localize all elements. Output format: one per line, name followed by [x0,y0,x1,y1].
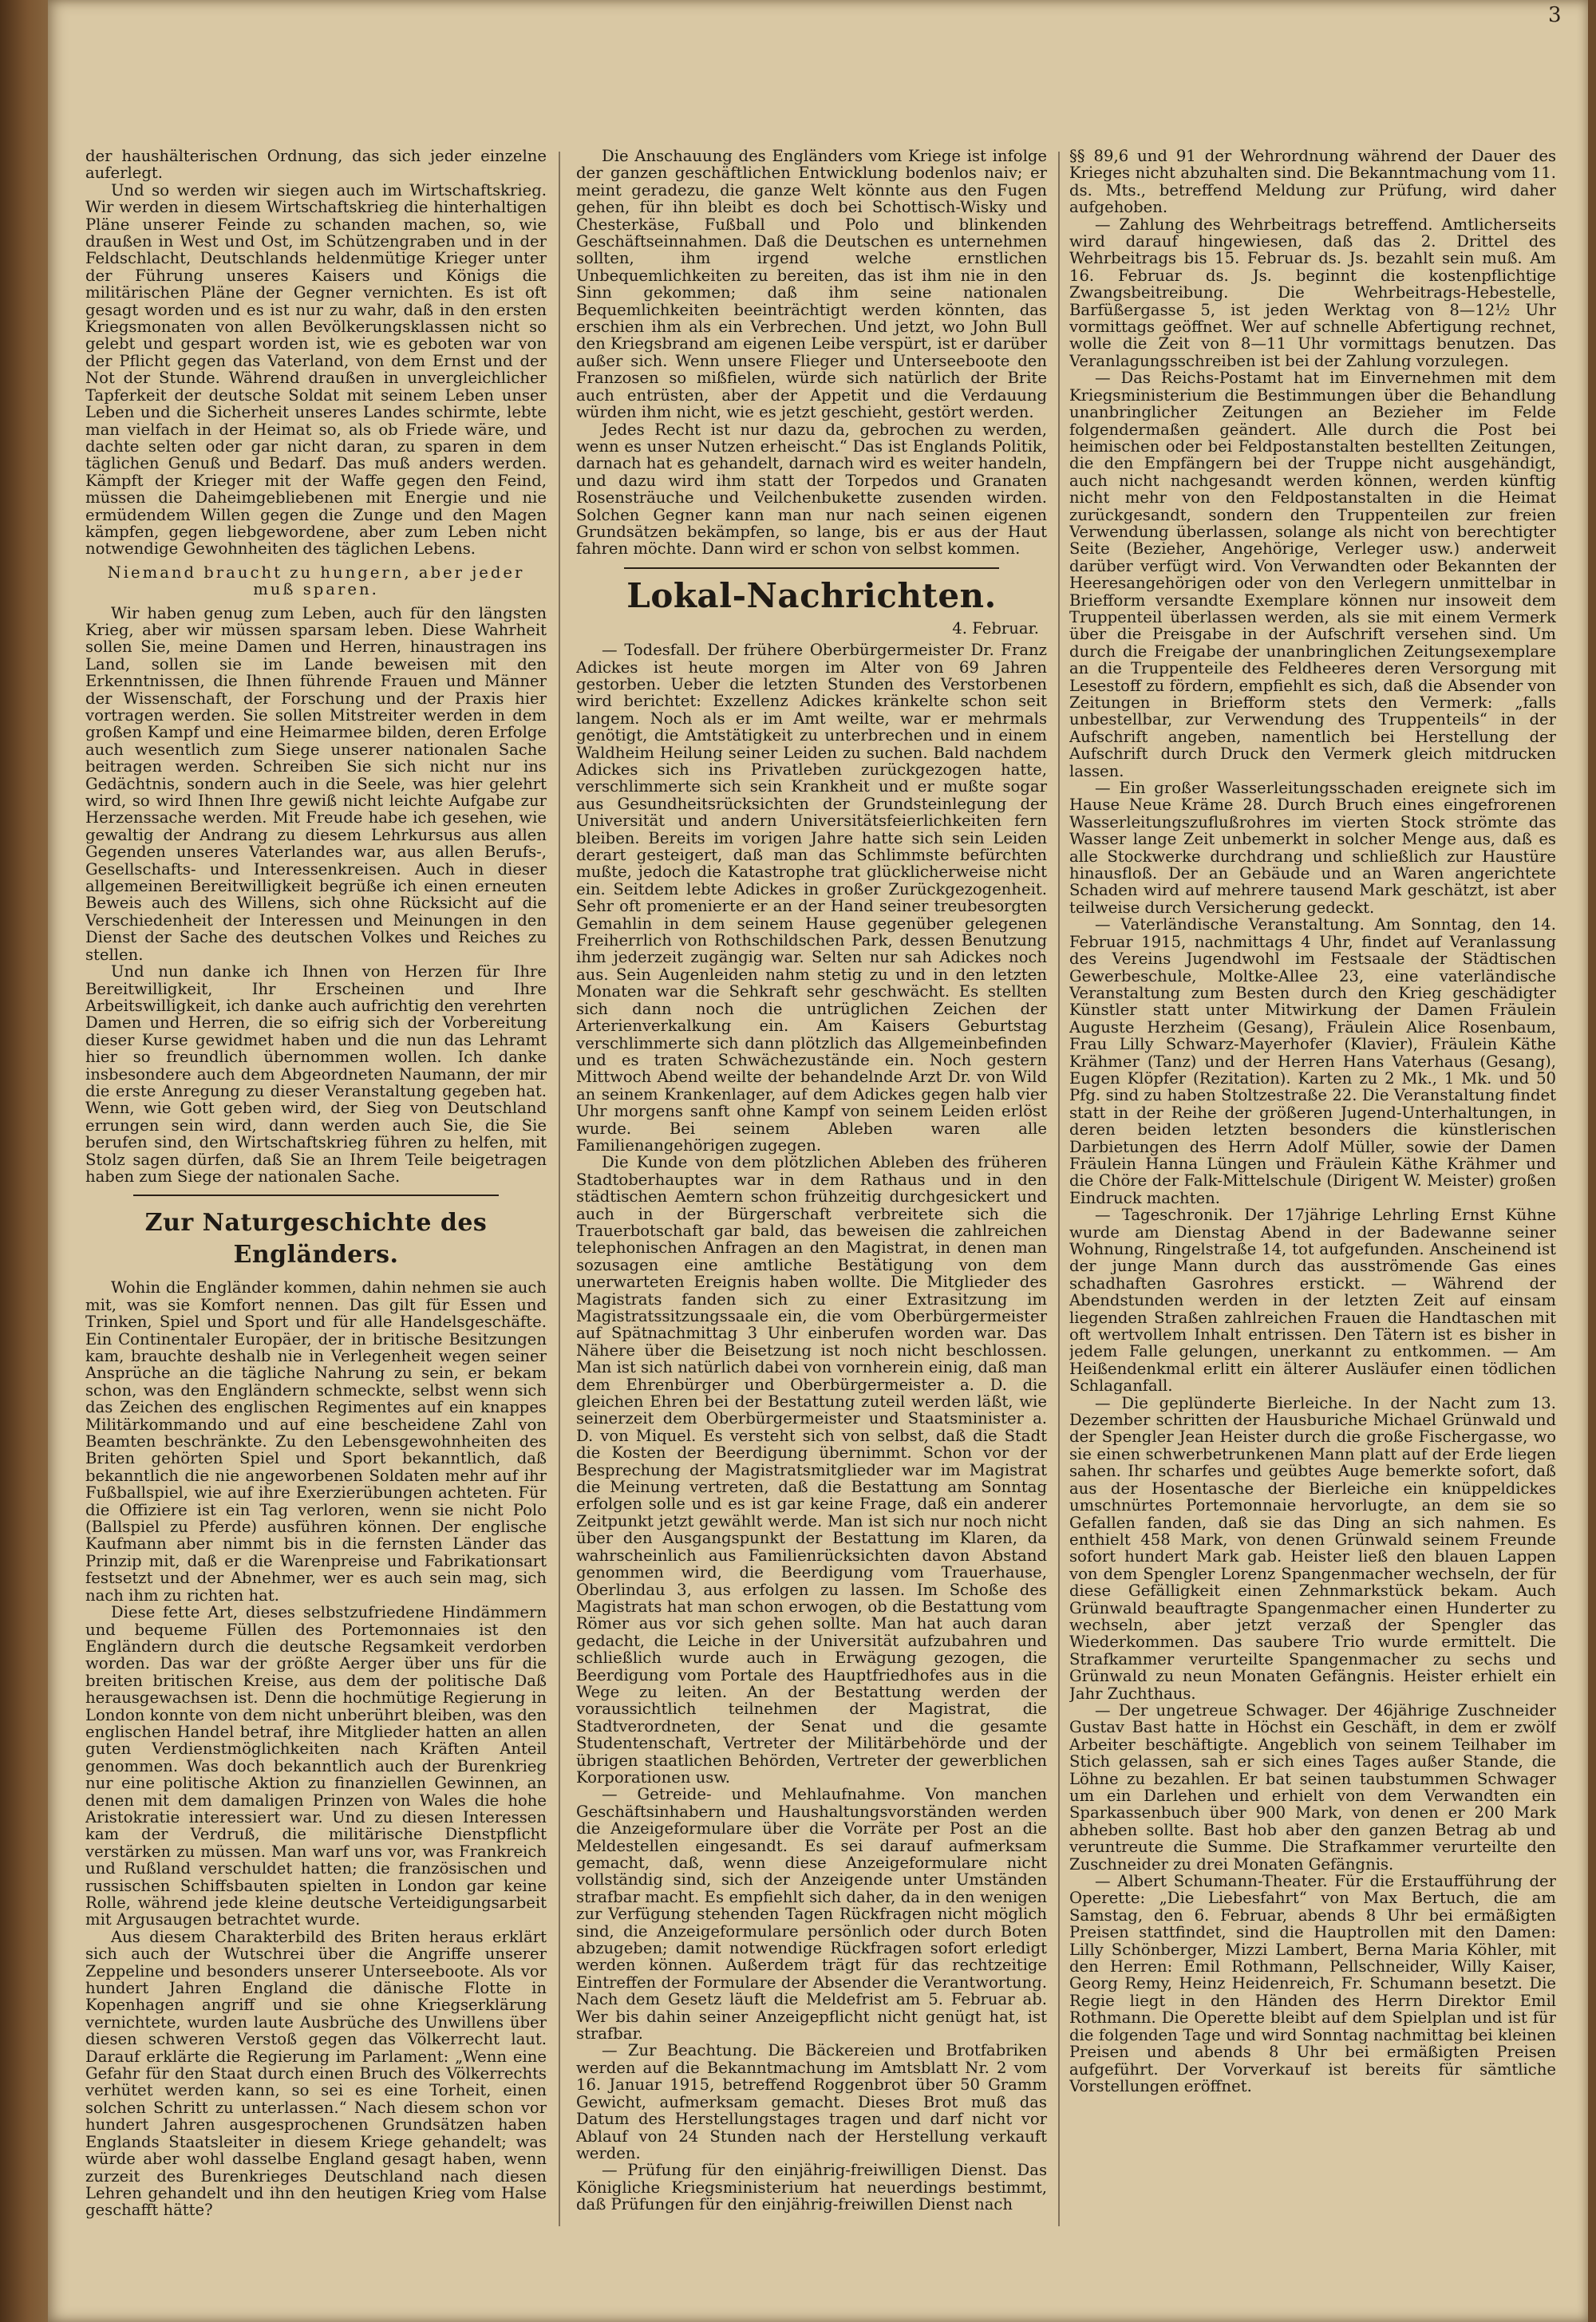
article-paragraph: — Ein großer Wasserleitungsschaden ereignete sich im Hause Neue Kräme 28. Durch Bruch eines eingefrorenen Wasserleitungszuflußrohres im vierten Stock strömte das Wasser lange Zeit unbemerkt in solcher Menge aus, daß es alle Stockwerke durchdrang und schließlich zur Haustüre hinausfloß. Der an Gebäude und an Waren angerichtete Schaden wird auf mehrere tausend Mark geschätzt, ist aber teilweise durch Versicherung gedeckt. [1069,779,1556,917]
article-paragraph: Aus diesem Charakterbild des Briten heraus erklärt sich auch der Wutschrei über die Angriffe unserer Zeppeline und besonders unserer Unterseeboote. Als vor hundert Jahren England die dänische Flotte in Kopenhagen angriff und sie ohne Kriegserklärung vernichtete, wurden laute Ausbrüche des Unwillens über diesen schweren Verstoß gegen das Völkerrecht laut. Darauf erklärte die Regierung im Parlament: „Wenn eine Gefahr für den Staat durch einen Bruch des Völkerrechts verhütet werden kann, so sei es eine Torheit, einen solchen Schritt zu unterlassen.“ Nach diesem schon vor hundert Jahren ausgesprochenen Grundsätzen haben Englands Staatsleiter in diesem Kriege gehandelt; was würde aber wohl dasselbe England gesagt haben, wenn zurzeit des Burenkrieges Deutschland nach diesen Lehren gehandelt und ihn den heutigen Krieg vom Halse geschafft hätte? [85,1927,547,2220]
article-paragraph: der haushälterischen Ordnung, das sich jeder einzelne auferlegt. [85,148,547,183]
article-paragraph: — Prüfung für den einjährig-freiwilligen Dienst. Das Königliche Kriegsministerium hat neuerdings bestimmt, daß Prüfungen für den einjährig-freiwillen Dienst nach [576,2161,1047,2214]
column-divider [1058,152,1060,2226]
page-number: 3 [1548,3,1562,27]
article-paragraph: — Todesfall. Der frühere Oberbürgermeister Dr. Franz Adickes ist heute morgen im Alter von 69 Jahren gestorben. Ueber die letzten Stunden des Verstorbenen wird berichtet: Exzellenz Adickes kränkelte schon seit langem. Noch als er im Amt weilte, war er mehrmals genötigt, die Amtstätigkeit zu unterbrechen und in einem Waldheim Heilung seiner Leiden zu suchen. Bald nachdem Adickes sich ins Privatleben zurückgezogen hatte, verschlimmerte sich sein Krankheit und er mußte sogar aus Gesundheitsrücksichten der Grundsteinlegung der Universität und andern Universitätsfeierlichkeiten fern bleiben. Bereits im vorigen Jahre hatte sich sein Leiden derart gesteigert, daß man das Schlimmste befürchten mußte, jedoch die Katastrophe trat glücklicherweise nicht ein. Seitdem lebte Adickes in großer Zurückgezogenheit. Sehr oft promenierte er an der Hand seiner treubesorgten Gemahlin in dem seinem Hause gegenüber gelegenen Freiherrlich von Rothschildschen Park, dessen Benutzung ihm jederzeit zugängig war. Selten nur sah Adickes noch aus. Sein Augenleiden nahm stetig zu und in den letzten Monaten war die Sehkraft sehr geschwächt. Es stellten sich dann noch die untrüglichen Zeichen der Arterienverkalkung ein. Am Kaisers Geburtstag verschlimmerte sich dann plötzlich das Allgemeinbefinden und es traten Schwächezustände ein. Noch gestern Mittwoch Abend weilte der behandelnde Arzt Dr. von Wild an seinem Krankenlager, auf dem Adickes gegen halb vier Uhr morgens sanft ohne Kampf von seinem Leiden erlöst wurde. Bei seinem Ableben waren alle Familienangehörigen zugegen. [576,641,1047,1155]
article-paragraph: — Getreide- und Mehlaufnahme. Von manchen Geschäftsinhabern und Haushaltungsvorständen werden die Anzeigeformulare über die Vorräte per Post an die Meldestellen eingesandt. Es sei darauf aufmerksam gemacht, daß, wenn diese Anzeigeformulare nicht vollständig sind, sich der Anzeigende unter Umständen strafbar macht. Es empfiehlt sich daher, da in den wenigen zur Verfügung stehenden Tagen Rückfragen nicht möglich sind, die Anzeigeformulare persönlich oder durch Boten abzugeben; damit notwendige Rückfragen sofort erledigt werden können. Außerdem trägt für das rechtzeitige Eintreffen der Formulare der Absender die Verantwortung. Nach dem Gesetz läuft die Meldefrist am 5. Februar ab. Wer bis dahin seiner Anzeigepflicht nicht genügt hat, ist strafbar. [576,1785,1047,2044]
article-paragraph: Die Kunde von dem plötzlichen Ableben des früheren Stadtoberhauptes war in dem Rathaus und in den städtischen Aemtern schon frühzeitig durchgesickert und auch in der Bürgerschaft verbreitete sich die Trauerbotschaft gar bald, das beweisen die zahlreichen telephonischen Anfragen an den Magistrat, in denen man sozusagen eine amtliche Bestätigung von dem unerwarteten Ereignis haben wollte. Die Mitglieder des Magistrats fanden sich zu einer Extrasitzung im Magistratssitzungssaale ein, die vom Oberbürgermeister auf Spätnachmittag 3 Uhr einberufen worden war. Das Nähere über die Beisetzung ist noch nicht beschlossen. Man ist sich natürlich dabei von vornherein einig, daß man dem Ehrenbürger und Oberbürgermeister a. D. die gleichen Ehren bei der Bestattung zuteil werden läßt, wie seinerzeit dem Oberbürgermeister und Staatsminister a. D. von Miquel. Es versteht sich von selbst, daß die Stadt die Kosten der Beerdigung übernimmt. Schon vor der Besprechung der Magistratsmitglieder war im Magistrat die Meinung vertreten, daß die Bestattung am Sonntag erfolgen solle und es ist gar keine Frage, daß ein anderer Zeitpunkt jetzt gewählt werde. Man ist sich nur noch nicht über den Ausgangspunkt der Bestattung im Klaren, da wahrscheinlich aus Familienrücksichten davon Abstand genommen wird, die Beerdigung vom Trauerhause, Oberlindau 3, aus erfolgen zu lassen. Im Schoße des Magistrats hat man schon erwogen, ob die Bestattung vom Römer aus vor sich gehen sollte. Man hat auch daran gedacht, die Leiche in der Universität aufzubahren und schließlich wurde auch in Erwägung gezogen, die Beerdigung vom Portale des Hauptfriedhofes aus in die Wege zu leiten. An der Bestattung werden der voraussichtlich teilnehmen der Magistrat, die Stadtverordneten, der Senat und die gesamte Studentenschaft, Vertreter der Militärbehörde und der übrigen staatlichen Behörden, Vertreter der gewerblichen Korporationen usw. [576,1153,1047,1787]
article-paragraph: — Der ungetreue Schwager. Der 46jährige Zuschneider Gustav Bast hatte in Höchst ein Geschäft, in dem er zwölf Arbeiter beschäftigte. Angeblich von seinem Teilhaber im Stich gelassen, sah er sich eines Tages außer Stande, die Löhne zu bezahlen. Er bat seinen taubstummen Schwager um ein Darlehen und erhielt von dem Verwandten ein Sparkassenbuch über 900 Mark, von denen er 200 Mark abheben sollte. Bast hob aber den ganzen Betrag ab und veruntreute die Summe. Die Strafkammer verurteilte den Zuschneider zu drei Monaten Gefängnis. [1069,1700,1556,1874]
article-heading: Zur Naturgeschichte des Engländers. [144,1209,488,1270]
newspaper-page [48,0,1588,2322]
article-paragraph: — Albert Schumann-Theater. Für die Erstaufführung der Operette: „Die Liebesfahrt“ von Max Bertuch, die am Samstag, den 6. Februar, abends 8 Uhr bei ermäßigten Preisen stattfindet, sind die Hauptrollen mit den Damen: Lilly Schönberger, Mizzi Lambert, Berna Maria Köhler, mit den Herren: Emil Rothmann, Pellschneider, Willy Kaiser, Georg Remy, Heinz Heidenreich, Fr. Schumann besetzt. Die Regie liegt in den Händen des Herrn Direktor Emil Rothmann. Die Operette bleibt auf dem Spielplan und ist für die folgenden Tage und wird Sonntag nachmittag bei kleinen Preisen und abends 8 Uhr bei ermäßigten Preisen aufgeführt. Der Vorverkauf ist bereits für sämtliche Vorstellungen eröffnet. [1069,1872,1556,2095]
article-paragraph: — Vaterländische Veranstaltung. Am Sonntag, den 14. Februar 1915, nachmittags 4 Uhr, findet auf Veranlassung des Vereins Jugendwohl im Festsaale der Städtischen Gewerbeschule, Moltke-Allee 23, eine vaterländische Veranstaltung zum Besten durch den Krieg geschädigter Künstler statt unter Mitwirkung der Damen Fräulein Auguste Herzheim (Gesang), Fräulein Alice Rosenbaum, Frau Lilly Schwarz-Mayerhofer (Klavier), Fräulein Käthe Krähmer (Tanz) und der Herren Hans Vaterhaus (Gesang), Eugen Klöpfer (Rezitation). Karten zu 2 Mk., 1 Mk. und 50 Pfg. sind zu haben Stoltzestraße 22. Die Veranstaltung findet statt in der Reihe der größeren Jugend-Unterhaltungen, in deren beiden letzten besonders die künstlerischen Darbietungen des Herrn Adolf Müller, sowie der Damen Fräulein Hanna Lüngen und Fräulein Käthe Krähmer und die Chöre der Falk-Mittelschule (Dirigent W. Meister) großen Eindruck machten. [1069,915,1556,1207]
article-paragraph: Wohin die Engländer kommen, dahin nehmen sie auch mit, was sie Komfort nennen. Das gilt für Essen und Trinken, Spiel und Sport und für alle Handelsgeschäfte. Ein Continentaler Europäer, der in britische Besitzungen kam, brauchte deshalb nie in Verlegenheit wegen seiner Ansprüche an die tägliche Nahrung zu sein, er bekam schon, was den Engländern schmeckte, selbst wenn sich das Zeichen des englischen Regimentes auf ein knappes Militärkommando und auf eine bescheidene Zahl von Beamten beschränkte. Zu den Lebensgewohnheiten des Briten gehörten Spiel und Sport bekanntlich, daß bekanntlich die nie angeworbenen Soldaten mehr auf ihr Fußballspiel, wie auf ihre Exerzierübungen achteten. Für die Offiziere ist ein Tag verloren, wenn sie nicht Polo (Ballspiel zu Pferde) ausführen können. Der englische Kaufmann aber nimmt bis in die fernsten Länder das Prinzip mit, daß er die Warenpreise und Fabrikationsart festsetzt und der Abnehmer, wer es auch sein mag, sich nach ihm zu richten hat. [85,1278,547,1605]
article-paragraph: — Tageschronik. Der 17jährige Lehrling Ernst Kühne wurde am Dienstag Abend in der Badewanne seiner Wohnung, Ringelstraße 14, tot aufgefunden. Anscheinend ist der junge Mann durch das ausströmende Gas eines schadhaften Gasrohres erstickt. — Während der Abendstunden werden in der letzten Zeit auf einsam liegenden Straßen zahlreichen Frauen die Handtaschen mit oft wertvollem Inhalt entrissen. Den Tätern ist es bisher in jedem Falle gelungen, unerkannt zu entkommen. — Am Heißendenkmal erlitt ein älterer Ausläufer einen tödlichen Schlaganfall. [1069,1206,1556,1396]
article-paragraph: Diese fette Art, dieses selbstzufriedene Hindämmern und bequeme Füllen des Portemonnaies ist den Engländern durch die deutsche Regsamkeit verdorben worden. Das war der größte Aerger über uns für die breiten britischen Kreise, aus dem der politische Daß herausgewachsen ist. Denn die hochmütige Regierung in London konnte von dem nicht unberührt bleiben, was den englischen Handel betraf, ihre Mitglieder hatten an allen guten Verdienstmöglichkeiten nach Kräften Anteil genommen. Was doch bekanntlich auch der Burenkrieg nur eine politische Aktion zu finanziellen Gewinnen, an denen mit dem damaligen Prinzen von Wales die hohe Aristokratie interessiert war. Und zu diesen Interessen kam der Verdruß, die militärische Dienstpflicht verstärken zu müssen. Man warf uns vor, was Frankreich und Rußland verschuldet hatten; die französischen und russischen Schiffsbauten spielten in London gar keine Rolle, während jede kleine deutsche Verteidigungsarbeit mit Argusaugen betrachtet wurde. [85,1603,547,1929]
article-paragraph: Die Anschauung des Engländers vom Kriege ist infolge der ganzen geschäftlichen Entwicklung bodenlos naiv; er meint geradezu, die ganze Welt könnte aus den Fugen gehen, für ihn bleibt es doch bei Schottisch-Wisky und Chesterkäse, Fußball und Polo und blinkenden Geschäftseinnahmen. Daß die Deutschen es unternehmen sollten, ihm irgend welche ernstlichen Unbequemlichkeiten zu bereiten, das ist ihm nie in den Sinn gekommen; daß ihm seine nationalen Bequemlichkeiten beeinträchtigt werden könnten, das erschien ihm als ein Verbrechen. Und jetzt, wo John Bull den Kriegsbrand am eigenen Leibe verspürt, ist er darüber außer sich. Wenn unsere Flieger und Unterseeboote den Franzosen so mißfielen, würde sich natürlich der Brite auch entrüsten, aber der Appetit und die Verdauung würden ihm nicht, wie es jetzt geschieht, gestört werden. [576,148,1047,422]
article-paragraph: §§ 89,6 und 91 der Wehrordnung während der Dauer des Krieges nicht abzuhalten sind. Die Bekanntmachung vom 11. ds. Mts., betreffend Meldung zur Prüfung, wird daher aufgehoben. [1069,148,1556,217]
spaced-headline: Niemand braucht zu hungern, aber jeder muß sparen. [107,563,525,599]
column-3 [1069,148,1556,2206]
article-paragraph: — Zahlung des Wehrbeitrags betreffend. Amtlicherseits wird darauf hingewiesen, daß das 2. Drittel des Wehrbeitrags bis 15. Februar ds. Js. bezahlt sein muß. Am 16. Februar ds. Js. beginnt die kostenpflichtige Zwangsbeitreibung. Die Wehrbeitrags-Hebestelle, Barfüßergasse 5, ist jeden Werktag von 8—12½ Uhr vormittags geöffnet. Wer auf schnelle Abfertigung rechnet, wolle die Zeit von 8—11 Uhr vormittags benutzen. Das Veranlagungsschreiben ist bei der Zahlung vorzulegen. [1069,215,1556,370]
article-paragraph: — Zur Beachtung. Die Bäckereien und Brotfabriken werden auf die Bekanntmachung im Amtsblatt Nr. 2 vom 16. Januar 1915, betreffend Roggenbrot über 50 Gramm Gewicht, aufmerksam gemacht. Dieses Brot muß das Datum des Herstellungstages tragen und darf nicht vor Ablauf von 24 Stunden nach der Herstellung verkauft werden. [576,2041,1047,2162]
section-rule [624,567,999,569]
section-rule [133,1195,499,1196]
article-paragraph: Und nun danke ich Ihnen von Herzen für Ihre Bereitwilligkeit, Ihr Erscheinen und Ihre Arbeitswilligkeit, ich danke auch aufrichtig den verehrten Damen und Herren, die so eifrig sich der Vorbereitung dieser Kurse gewidmet haben und die nun das Lehramt hier so freundlich übernommen wollen. Ich danke insbesondere auch dem Abgeordneten Naumann, der mir die erste Anregung zu dieser Veranstaltung gegeben hat. Wenn, wie Gott geben wird, der Sieg von Deutschland errungen sein wird, dann werden auch Sie, die Sie berufen sind, den Wirtschaftskrieg führen zu helfen, mit Stolz sagen dürfen, daß Sie an Ihrem Teile beigetragen haben zum Siege der nationalen Sache. [85,962,547,1186]
column-1 [85,148,547,2254]
section-heading: Lokal-Nachrichten. [626,575,997,615]
article-paragraph: Wir haben genug zum Leben, auch für den längsten Krieg, aber wir müssen sparsam leben. Diese Wahrheit sollen Sie, meine Damen und Herren, hinaustragen ins Land, sollen sie im Lande beweisen mit den Erkenntnissen, die Ihnen führende Frauen und Männer der Wissenschaft, der Forschung und der Praxis hier vortragen werden. Sie sollen Mitstreiter werden in dem großen Kampf und eine Heimarmee bilden, deren Erfolge auch wesentlich zum Siege unserer nationalen Sache beitragen werden. Schreiben Sie sich nicht nur ins Gedächtnis, sondern auch in die Seele, was hier gelehrt wird, so wird Ihnen Ihre gewiß nicht leichte Aufgabe zur Herzenssache werden. Mit Freude habe ich gesehen, wie gewaltig der Andrang zu diesem Lehrkursus aus allen Gegenden unseres Vaterlandes war, aus allen Berufs-, Gesellschafts- und Interessenkreisen. Auch in dieser allgemeinen Bereitwilligkeit begrüße ich einen erneuten Beweis auch des Willens, sich ohne Rücksicht auf die Verschiedenheit der Interessen und Meinungen in den Dienst der Sache des deutschen Volkes und Reiches zu stellen. [85,603,547,964]
column-2 [576,148,1047,2294]
article-paragraph: Und so werden wir siegen auch im Wirtschaftskrieg. Wir werden in diesem Wirtschaftskrieg die hinterhaltigen Pläne unserer Feinde zu schanden machen, so, wie draußen in West und Ost, im Schützengraben und in der Feldschlacht, Deutschlands heldenmütige Krieger unter der Führung unseres Kaisers und Königs die militärischen Pläne der Gegner vernichten. Es ist oft gesagt worden und es ist nur zu wahr, daß in den ersten Kriegsmonaten von allen Bevölkerungsklassen nicht so gelebt und gespart worden ist, wie es geboten war von der Pflicht gegen das Vaterland, von dem Ernst und der Not der Stunde. Während draußen in unvergleichlicher Tapferkeit der deutsche Soldat mit seinem Leben unser Leben und die Sicherheit unseres Landes schirmte, lebte man vielfach in der Heimat so, als ob Friede wäre, und dachte selten oder gar nicht daran, zu sparen in dem täglichen Genuß und Bedarf. Das muß anders werden. Kämpft der Krieger mit der Waffe gegen den Feind, müssen die Daheimgebliebenen mit Energie und nie ermüdendem Willen gegen die Zunge und den Magen kämpfen, gegen liebgewordene, aber zum Leben nicht notwendige Gewohnheiten des täglichen Lebens. [85,180,547,559]
dateline: 4. Februar. [952,618,1039,638]
article-paragraph: — Die geplünderte Bierleiche. In der Nacht zum 13. Dezember schritten der Hausburiche Michael Grünwald und der Spengler Jean Heister durch die große Fischergasse, wo sie einen schwerbetrunkenen Mann platt auf der Erde liegen sahen. Ihr scharfes und geübtes Auge bemerkte sofort, daß aus der Hosentasche der Bierleiche ein knüppeldickes umschnürtes Portemonnaie hervorlugte, an dem sie so Gefallen fanden, daß sie das Ding an sich nahmen. Es enthielt 458 Mark, von denen Grünwald seinem Freunde sofort hundert Mark gab. Heister ließ den blauen Lappen von dem Spengler Lorenz Spangenmacher wechseln, der für diese Gefälligkeit einen Zehnmarkstück bekam. Auch Grünwald beauftragte Spangenmacher einen Hunderter zu wechseln, aber jetzt verzaß der Spengler das Wiederkommen. Das saubere Trio wurde ermittelt. Die Strafkammer verurteilte Spangenmacher zu sechs und Grünwald zu neun Monaten Gefängnis. Heister erhielt ein Jahr Zuchthaus. [1069,1393,1556,1703]
article-paragraph: — Das Reichs-Postamt hat im Einvernehmen mit dem Kriegsministerium die Bestimmungen über die Behandlung unanbringlicher Zeitungen an Bezieher im Felde folgendermaßen geändert. Alle durch die Post bei heimischen oder bei Feldpostanstalten bestellten Zeitungen, die den Empfängern bei der Truppe nicht ausgehändigt, auch nicht nachgesandt werden können, werden künftig nicht mehr von den Feldpostanstalten in die Heimat zurückgesandt, sondern den Truppenteilen zur freien Verwendung überlassen, solange als nicht von berechtigter Seite (Bezieher, Angehörige, Verleger usw.) anderweit darüber verfügt wird. Von Verwandten oder Bekannten der Heeresangehörigen oder von den Verlegern unmittelbar in Briefform versandte Exemplare können nur insoweit dem Truppenteil überlassen werden, als sie mit einem Vermerk über die Preisgabe in der Aufschrift versehen sind. Um durch die Freigabe der unanbringlichen Zeitungsexemplare an die Truppenteile des Feldheeres deren Versorgung mit Lesestoff zu fördern, empfiehlt es sich, daß die Absender von Zeitungen in Briefform stets den Vermerk: „falls unbestellbar, zur Verwendung des Truppenteils“ in der Aufschrift angeben, namentlich bei Herstellung der Aufschrift durch Druck den Vermerk gleich mitdrucken lassen. [1069,369,1556,780]
column-divider [559,152,560,2226]
article-paragraph: Jedes Recht ist nur dazu da, gebrochen zu werden, wenn es unser Nutzen erheischt.“ Das ist Englands Politik, darnach hat es gehandelt, darnach wird es weiter handeln, und dazu wird ihm statt der Torpedos und Granaten Rosensträuche und Veilchenbukette zusenden wirden. Solchen Gegner kann man nur nach seinen eigenen Grundsätzen bekämpfen, so lange, bis er aus der Haut fahren möchte. Dann wird er schon von selbst kommen. [576,420,1047,559]
